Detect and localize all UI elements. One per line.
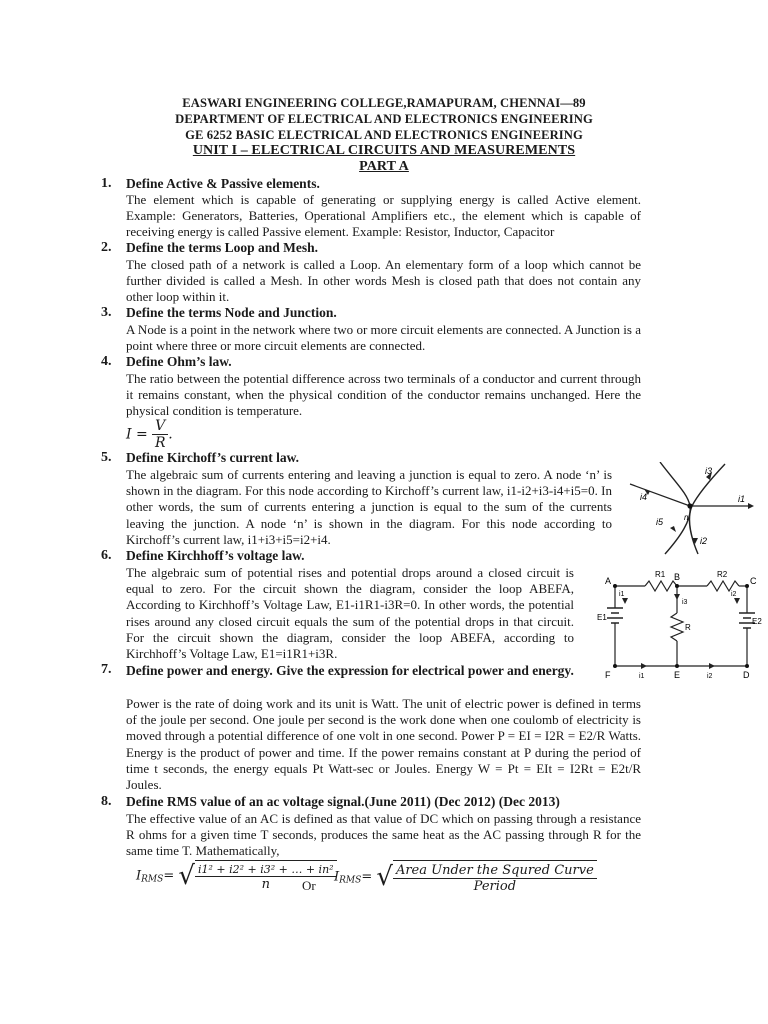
question-number: 7.	[101, 662, 112, 677]
circuit-label: C	[750, 576, 757, 586]
formula-tail: .	[168, 426, 173, 443]
answer-text: The closed path of a network is called a Loop. An elementary form of a loop which cannot be further divided is called a Mesh. In other words Mesh is closed path that does not contain any other loop within it.	[126, 257, 641, 305]
rms-denominator: n	[261, 877, 270, 892]
resistor-r	[671, 613, 683, 641]
kcl-node-diagram	[620, 462, 755, 557]
rms-eq: =	[361, 869, 373, 885]
kcl-label: i3	[705, 466, 713, 476]
resistor-r2	[707, 581, 739, 591]
circuit-label: A	[605, 576, 612, 586]
node-e	[675, 664, 679, 668]
course-title: GE 6252 BASIC ELECTRICAL AND ELECTRONICS ENGINEERING	[185, 128, 583, 142]
rms-numerator: Area Under the Squred Curve	[393, 863, 597, 879]
rms-denominator: Period	[473, 879, 517, 894]
rms-subscript: RMS	[339, 875, 362, 886]
rms-symbol: I	[334, 869, 340, 885]
node-b	[675, 584, 679, 588]
kcl-arrow-icon	[748, 503, 754, 509]
answer-text: The ratio between the potential difference across two terminals of a conductor and current through it remains constant, when the physical condition of the conductor remains unchanged. Here the physical condition is temperature.	[126, 371, 641, 419]
answer-text: The element which is capable of generating or supplying energy is called Active element. Example: Generators, Batteries, Operational Amplifiers etc., the element which is capable of receiving energy is called Passive element. Example: Resistor, Inductor, Capacitor	[126, 192, 641, 240]
kcl-arrow-icon	[670, 526, 676, 532]
circuit-label: i2	[731, 591, 737, 598]
kcl-label: i5	[656, 517, 664, 527]
circuit-label: i1	[639, 673, 645, 680]
circuit-label: D	[743, 670, 750, 680]
circuit-label: B	[674, 572, 681, 582]
circuit-label: R1	[655, 570, 666, 579]
part-title: PART A	[359, 159, 409, 174]
resistor-r1	[645, 581, 677, 591]
rms-numerator: i1² + i2² + i3² + … + in²	[195, 863, 337, 877]
circuit-label: i1	[619, 591, 625, 598]
kcl-label: i4	[640, 492, 648, 502]
rms-subscript: RMS	[141, 874, 164, 885]
formula-denominator: R	[154, 435, 166, 451]
current-arrow-icon	[622, 598, 628, 604]
unit-title: UNIT I – ELECTRICAL CIRCUITS AND MEASUREMENTS	[192, 143, 576, 158]
rms-fraction	[393, 860, 597, 894]
question-number: 6.	[101, 548, 112, 563]
answer-text: The algebraic sum of potential rises and potential drops around a closed circuit is equal to zero. For the circuit shown the diagram, consider the loop ABEFA, According to Kirchhoff’s Voltage Law, E1-i1R1-i3R=0. In other words, the potential rises around any closed circuit equals the sum of the potential drops in that circuit. For the circuit shown the diagram, consider the loop ABEFA, according to Kirchhoff’s Voltage Law, E1=i1R1+i3R.	[126, 565, 574, 662]
circuit-label: R	[685, 623, 691, 632]
circuit-label: R2	[717, 570, 728, 579]
rms-eq: =	[163, 868, 175, 884]
question-title: Define Kirchhoff’s voltage law.	[126, 548, 305, 563]
circuit-label: i2	[707, 673, 713, 680]
formula-lhs: I	[126, 426, 132, 443]
formula-numerator: V	[152, 418, 168, 435]
kcl-label: n	[684, 513, 689, 522]
circuit-label: F	[605, 670, 611, 680]
department-name: DEPARTMENT OF ELECTRICAL AND ELECTRONICS ENGINEERING	[175, 112, 593, 126]
formula-eq: =	[135, 426, 148, 443]
answer-text: A Node is a point in the network where two or more circuit elements are connected. A Junction is a point where three or more circuit elements are connected.	[126, 322, 641, 354]
circuit-label: E2	[752, 617, 762, 626]
kcl-branch-i4	[630, 484, 690, 506]
question-title: Define power and energy. Give the expression for electrical power and energy.	[126, 663, 574, 678]
kcl-curve-left	[660, 462, 690, 554]
node-d	[745, 664, 749, 668]
rms-symbol: I	[136, 868, 142, 884]
rms-formula-2	[334, 860, 597, 894]
current-arrow-icon	[734, 598, 740, 604]
circuit-label: E1	[597, 613, 607, 622]
college-name: EASWARI ENGINEERING COLLEGE,RAMAPURAM, CHENNAI—89	[182, 96, 586, 110]
question-number: 8.	[101, 794, 112, 809]
or-text: Or	[302, 878, 316, 893]
node-c	[745, 584, 749, 588]
current-arrow-icon	[641, 663, 647, 669]
node-f	[613, 664, 617, 668]
question-title: Define Ohm’s law.	[126, 354, 232, 369]
answer-text: The algebraic sum of currents entering and leaving a junction is equal to zero. A node ‘n’ is shown in the diagram. For this node according to Kirchoff’s current law, i1-i2+i3-i4+i5=0. In other words, the sum of currents entering a junction is equal to the sum of the currents leaving the junction. A node ‘n’ is shown in the diagram. For this node according to Kirchoff’s current law, i1+i3+i5=i2+i4.	[126, 467, 612, 547]
question-number: 3.	[101, 305, 112, 320]
current-arrow-icon	[674, 594, 680, 600]
question-number: 2.	[101, 240, 112, 255]
kcl-label: i1	[738, 494, 746, 504]
answer-text: The effective value of an AC is defined as that value of DC which on passing through a resistance R ohms for a given time T seconds, produces the same heat as the AC passing through R for the same time T. Mathematically,	[126, 811, 641, 859]
question-number: 4.	[101, 354, 112, 369]
ohms-law-formula	[126, 418, 173, 451]
question-title: Define RMS value of an ac voltage signal.(June 2011) (Dec 2012) (Dec 2013)	[126, 794, 560, 809]
question-number: 5.	[101, 450, 112, 465]
question-title: Define Active & Passive elements.	[126, 176, 320, 191]
answer-text: Power is the rate of doing work and its unit is Watt. The unit of electric power is defined in terms of the joule per second. One joule per second is the work done when one coulomb of electricity is moved through a potential difference of one volt in one second. Power P = EI = I2R = E2/R Watts. Energy is the product of power and time. If the power remains constant at P during the period of time t seconds, the energy equals Pt Watt-sec or Joules. Energy W = Pt = EIt = I2Rt = E2t/R Joules.	[126, 696, 641, 793]
current-arrow-icon	[709, 663, 715, 669]
kvl-circuit-diagram	[597, 568, 762, 683]
node-a	[613, 584, 617, 588]
circuit-label: i3	[682, 599, 688, 606]
kcl-node-dot	[687, 503, 692, 508]
formula-fraction	[152, 418, 168, 451]
kcl-label: i2	[700, 536, 708, 546]
question-title: Define Kirchoff’s current law.	[126, 450, 299, 465]
sqrt-icon: √	[178, 861, 195, 891]
question-title: Define the terms Loop and Mesh.	[126, 240, 318, 255]
sqrt-icon: √	[376, 862, 393, 892]
circuit-label: E	[674, 670, 681, 680]
question-title: Define the terms Node and Junction.	[126, 305, 337, 320]
question-number: 1.	[101, 176, 112, 191]
